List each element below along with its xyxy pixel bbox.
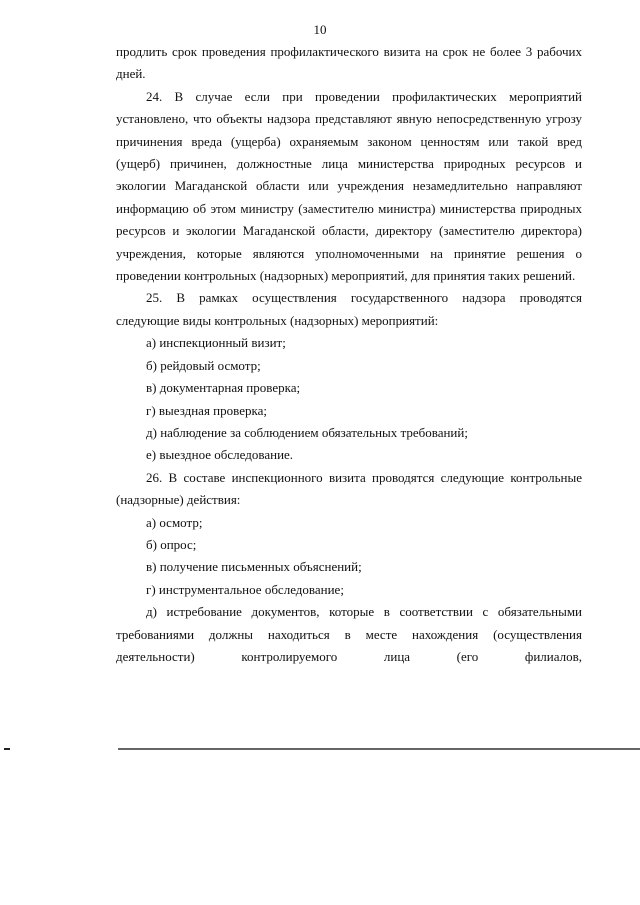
- list-item: г) инструментальное обследование;: [146, 581, 344, 597]
- list-item: а) инспекционный визит;: [146, 335, 286, 351]
- list-item-continued: д) истребование документов, которые в соответствии с обязательными требованиями должны находиться в месте нахождения (осуществления деятельности) контролируемого лица (его филиалов,: [116, 604, 582, 664]
- list-item: б) рейдовый осмотр;: [146, 357, 261, 373]
- margin-mark: [4, 748, 10, 750]
- list-item: г) выездная проверка;: [146, 402, 267, 418]
- footer-line: [118, 748, 640, 750]
- list-item: а) осмотр;: [146, 514, 203, 530]
- list-item: д) наблюдение за соблюдением обязательных требований;: [146, 424, 468, 440]
- footer-rule: [0, 748, 640, 751]
- paragraph-26: 26. В составе инспекционного визита проводятся следующие контрольные (надзорные) действия:: [116, 469, 582, 508]
- list-item: б) опрос;: [146, 536, 197, 552]
- paragraph-24: 24. В случае если при проведении профилактических мероприятий установлено, что объекты надзора представляют явную непосредственную угрозу причинения вреда (ущерба) охраняемым законом ценностям или такой вред (ущерб) причинен, должностные лица министерства природных ресурсов и экологии Магаданской области или учреждения незамедлительно направляют информацию об этом министру (заместителю министра) министерства природных ресурсов и экологии Магаданской области, директору (заместителю директора) учреждения, которые являются уполномоченными на принятие решения о проведении контрольных (надзорных) мероприятий, для принятия таких решений.: [116, 88, 582, 284]
- paragraph-continuation: продлить срок проведения профилактического визита на срок не более 3 рабочих дней.: [116, 44, 582, 82]
- document-body: [116, 41, 582, 668]
- list-item: в) получение письменных объяснений;: [146, 559, 362, 575]
- list-item: е) выездное обследование.: [146, 447, 294, 463]
- paragraph-25: 25. В рамках осуществления государственного надзора проводятся следующие виды контрольных (надзорных) мероприятий:: [116, 290, 582, 328]
- page-number: 10: [313, 22, 327, 37]
- list-item: в) документарная проверка;: [146, 380, 301, 396]
